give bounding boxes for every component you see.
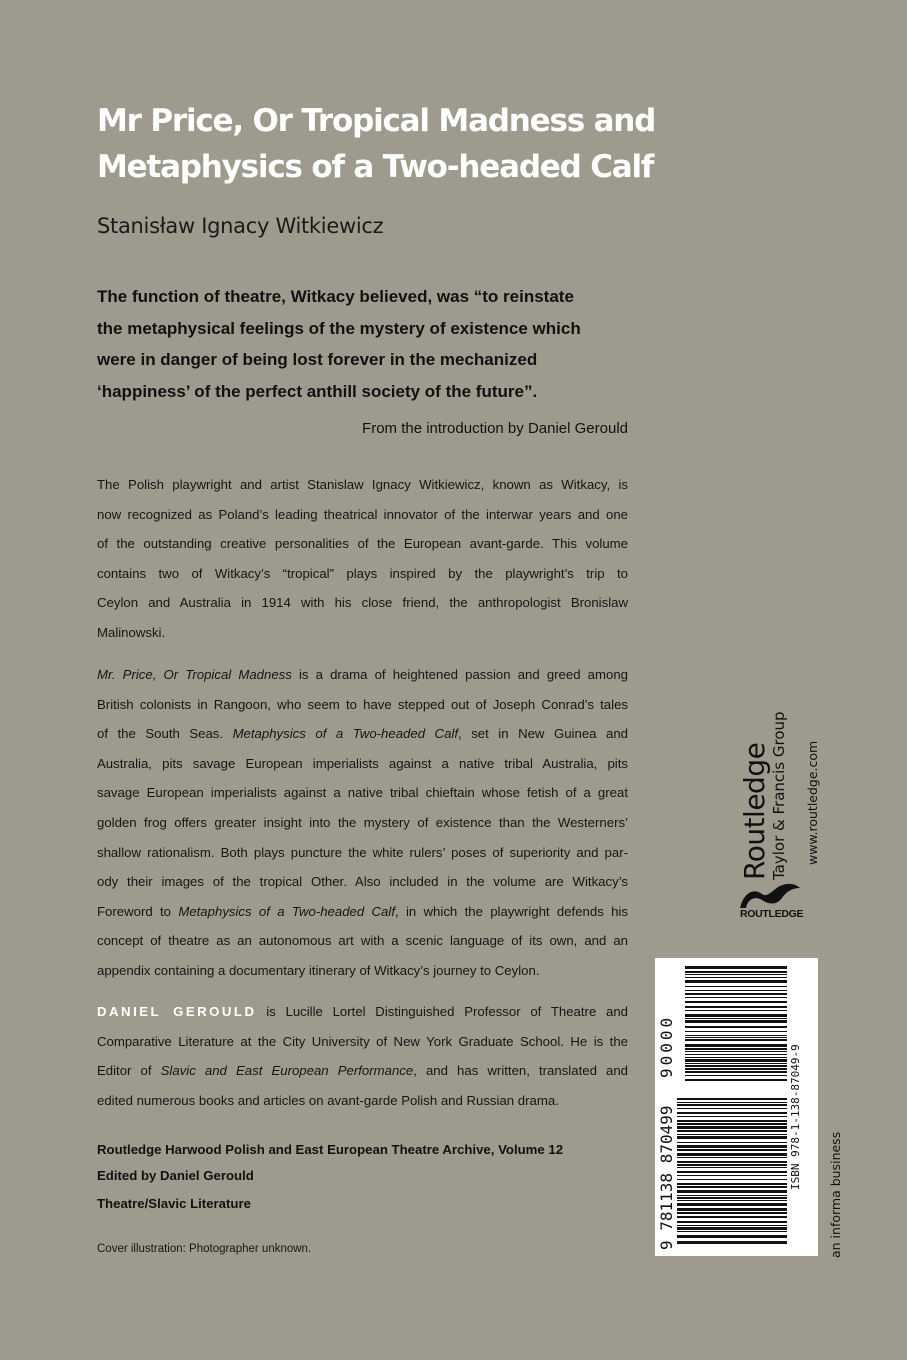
title-line-1: Mr Price, Or Tropical Madness and	[97, 103, 656, 139]
p2-line: concept of theatre as an autonomous art with a scenic language of its own, and an	[97, 933, 628, 949]
publisher-url: www.routledge.com	[805, 740, 820, 865]
author-name: Stanisław Ignacy Witkiewicz	[97, 214, 384, 238]
p1-line: Ceylon and Australia in 1914 with his close friend, the anthropologist Bronislaw	[97, 595, 628, 611]
series-info	[97, 1137, 637, 1189]
barcode-addon-digits: 90000	[657, 1014, 676, 1078]
barcode-bar	[677, 1102, 787, 1103]
barcode-bar	[685, 1010, 787, 1011]
quote-line-2: the metaphysical feelings of the mystery of existence which	[97, 318, 581, 338]
barcode-bar	[685, 997, 787, 998]
barcode-bar	[685, 986, 787, 987]
p2-text: , in which the playwright defends his	[394, 903, 628, 919]
publisher-name: Routledge	[738, 742, 771, 880]
barcode-bar	[677, 1123, 787, 1125]
barcode-bar	[685, 1059, 787, 1062]
barcode-bar	[685, 1018, 787, 1019]
barcode-bar	[677, 1183, 787, 1185]
subject-category: Theatre/Slavic Literature	[97, 1196, 251, 1211]
pull-quote	[97, 281, 657, 407]
barcode-bar	[677, 1171, 787, 1173]
barcode-bar	[685, 1014, 787, 1017]
barcode-bar	[685, 1048, 787, 1050]
bio-line	[97, 997, 628, 1027]
quote-attribution: From the introduction by Daniel Gerould	[362, 420, 628, 437]
barcode-bar	[685, 974, 787, 975]
barcode-bar	[677, 1136, 787, 1139]
quote-line-1: The function of theatre, Witkacy believed, was “to reinstate	[97, 287, 574, 306]
quote-line-4: ‘happiness’ of the perfect anthill society of the future”.	[97, 381, 538, 401]
p2-line	[97, 660, 628, 690]
p1-line: of the outstanding creative personalities of the European avant-garde. This volume	[97, 536, 628, 552]
barcode-bar	[685, 1001, 787, 1003]
barcode-bar	[685, 1037, 787, 1038]
barcode-bar	[685, 971, 787, 973]
barcode-bar	[677, 1203, 787, 1206]
play-title-italic: Metaphysics of a Two-headed Calf	[178, 903, 395, 919]
barcode-bar	[677, 1197, 787, 1199]
barcode-bar	[677, 1190, 787, 1193]
barcode-bar	[685, 993, 787, 995]
barcode-bar	[677, 1179, 787, 1180]
description-paragraph-1	[97, 470, 628, 648]
editor-name: DANIEL GEROULD	[97, 1004, 257, 1019]
barcode-bar	[685, 1039, 787, 1041]
barcode-bar	[677, 1208, 787, 1211]
bio-text: Editor of	[97, 1063, 161, 1079]
barcode-bar	[685, 1065, 787, 1067]
barcode-bar	[677, 1116, 787, 1117]
series-name: Routledge Harwood Polish and East European Theatre Archive, Volume 12	[97, 1142, 564, 1157]
barcode-bar	[685, 1063, 787, 1064]
barcode-bar	[685, 1044, 787, 1047]
bio-line: edited numerous books and articles on avant-garde Polish and Russian drama.	[97, 1092, 559, 1108]
barcode-bar	[677, 1241, 787, 1244]
p2-line	[97, 897, 628, 927]
bio-text: is Lucille Lortel Distinguished Professor of Theatre and	[256, 1004, 628, 1019]
barcode-bar	[677, 1161, 787, 1163]
isbn-label: ISBN 978-1-138-87049-9	[789, 1044, 802, 1190]
barcode-bar	[685, 1035, 787, 1036]
play-title-italic: Mr. Price, Or Tropical Madness	[97, 667, 292, 682]
barcode-bar	[677, 1120, 787, 1122]
barcode-bar	[677, 1235, 787, 1238]
p2-text: Foreword to	[97, 903, 179, 919]
barcode-bar	[677, 1231, 787, 1232]
barcode-bar	[685, 1075, 787, 1076]
p2-line: golden frog offers greater insight into the mystery of existence than the Westerners’	[97, 814, 628, 830]
barcode-bar	[685, 1020, 787, 1023]
barcode-bar	[677, 1126, 787, 1129]
bio-line: Comparative Literature at the City University of New York Graduate School. He is the	[97, 1033, 628, 1049]
bio-text: , and has written, translated and	[413, 1063, 628, 1079]
barcode-bar	[677, 1216, 787, 1218]
p2-line: ody their images of the tropical Other. Also included in the volume are Witkacy’s	[97, 874, 628, 890]
p2-text: , set in New Guinea and	[458, 726, 629, 742]
routledge-logo-text: ROUTLEDGE	[740, 908, 804, 920]
barcode-bar	[685, 1057, 787, 1058]
p1-line: Malinowski.	[97, 624, 166, 640]
barcode-bar	[677, 1134, 787, 1135]
barcode-bar	[677, 1200, 787, 1201]
barcode-bar	[685, 1079, 787, 1081]
barcode-bar	[677, 1164, 787, 1166]
barcode-bar	[677, 1227, 787, 1230]
barcode-bar	[685, 1006, 787, 1008]
book-title	[97, 98, 697, 190]
barcode-bar	[677, 1104, 787, 1106]
p2-line: appendix containing a documentary itinerary of Witkacy’s journey to Ceylon.	[97, 962, 540, 978]
barcode-bar	[677, 1098, 787, 1100]
p2-line: British colonists in Rangoon, who seem to have stepped out of Joseph Conrad’s tales	[97, 696, 628, 712]
barcode	[655, 958, 818, 1256]
barcode-bar	[677, 1153, 787, 1156]
barcode-bar	[685, 1068, 787, 1070]
barcode-bar	[677, 1175, 787, 1176]
barcode-bar	[685, 1051, 787, 1052]
p2-line	[97, 719, 628, 749]
p1-line: The Polish playwright and artist Stanislaw Ignacy Witkiewicz, known as Witkacy, is	[97, 477, 628, 492]
barcode-bar	[677, 1186, 787, 1188]
cover-credit: Cover illustration: Photographer unknown.	[97, 1243, 312, 1255]
barcode-bar	[677, 1221, 787, 1223]
quote-line-3: were in danger of being lost forever in the mechanized	[97, 350, 538, 369]
barcode-bar	[677, 1112, 787, 1114]
p2-text: is a drama of heightened passion and greed among	[291, 667, 628, 682]
barcode-bar	[685, 977, 787, 978]
barcode-bar	[677, 1195, 787, 1196]
p1-line: now recognized as Poland’s leading theatrical innovator of the interwar years and one	[97, 506, 628, 522]
barcode-bar	[685, 1054, 787, 1055]
p2-line: savage European imperialists against a native tribal chieftain whose fetish of a great	[97, 785, 628, 801]
barcode-bar	[677, 1142, 787, 1143]
barcode-bar	[685, 980, 787, 983]
p2-text: of the South Seas.	[97, 726, 233, 742]
p2-line: Australia, pits savage European imperialists against a native tribal Australia, pits	[97, 755, 628, 771]
barcode-bar	[677, 1157, 787, 1158]
play-title-italic: Metaphysics of a Two-headed Calf	[232, 726, 459, 742]
barcode-bar	[677, 1167, 787, 1168]
series-editor: Edited by Daniel Gerould	[97, 1168, 254, 1183]
barcode-bar	[677, 1145, 787, 1148]
barcode-bar	[685, 1026, 787, 1028]
barcode-bar	[685, 1031, 787, 1032]
barcode-bar	[677, 1108, 787, 1109]
journal-title-italic: Slavic and East European Performance	[160, 1063, 414, 1079]
bio-line	[97, 1056, 628, 1086]
informa-tagline: an informa business	[828, 1131, 843, 1258]
publisher-group: Taylor & Francis Group	[770, 711, 788, 880]
barcode-bar	[677, 1225, 787, 1226]
editor-bio	[97, 997, 628, 1115]
barcode-bar	[677, 1130, 787, 1132]
p2-line: shallow rationalism. Both plays puncture the white rulers’ poses of superiority and par-	[97, 844, 628, 860]
title-line-2: Metaphysics of a Two-headed Calf	[97, 149, 654, 185]
barcode-bar	[685, 990, 787, 991]
barcode-bar	[677, 1212, 787, 1214]
barcode-bar	[685, 1071, 787, 1073]
barcode-digits: 9 781138 870499	[657, 1105, 676, 1250]
barcode-bar	[677, 1149, 787, 1151]
barcode-bar	[685, 966, 787, 969]
description-paragraph-2	[97, 660, 628, 986]
p1-line: contains two of Witkacy’s “tropical” plays inspired by the playwright’s trip to	[97, 565, 628, 581]
